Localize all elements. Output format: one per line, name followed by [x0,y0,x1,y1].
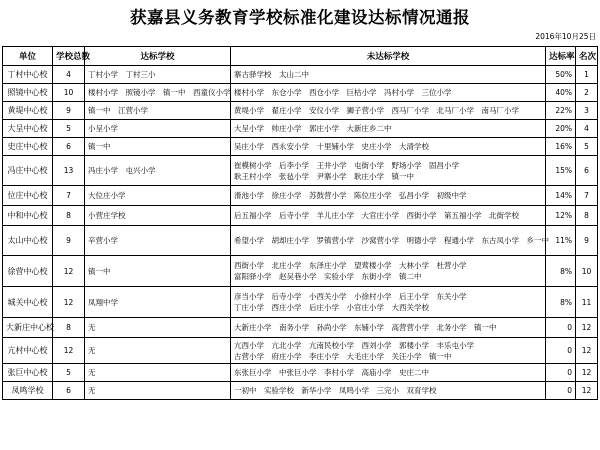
unmet-schools-cell [231,84,546,102]
unmet-schools-line: 彦当小学 后寺小学 小西关小学 小徐村小学 后王小学 东关小学 [234,292,467,301]
unmet-schools-cell [231,287,546,318]
rate-cell: 8% [546,287,576,318]
met-schools-line: 无 [88,368,96,377]
table-row [3,138,598,156]
unmet-schools-line: 丁庄小学 西庄小学 后庄小学 小官庄小学 大西关学校 [234,303,429,312]
unit-cell: 凤鸣学校 [3,382,53,400]
rate-cell: 11% [546,226,576,256]
total-cell: 8 [53,206,85,226]
unmet-schools-cell [231,338,546,364]
unmet-schools-cell [231,364,546,382]
rank-cell: 11 [576,287,598,318]
header-unmet-schools: 未达标学校 [231,47,546,66]
rank-cell: 10 [576,256,598,287]
unmet-schools-cell [231,138,546,156]
unmet-schools-line: 亢西小学 亢北小学 亢南民校小学 西刘小学 郭楼小学 丰乐屯小学 [234,340,474,350]
rate-cell: 14% [546,186,576,206]
met-schools-cell [85,156,231,186]
report-date: 2016年10月25日 [535,32,596,41]
table-row [3,102,598,120]
header-rate: 达标率 [546,47,576,66]
met-schools-cell [85,206,231,226]
table-row [3,156,598,186]
unmet-schools-line: 吴庄小学 西永安小学 十里铺小学 史庄小学 大清学校 [234,142,429,151]
met-schools-cell [85,364,231,382]
table-row [3,338,598,364]
met-schools-line: 镇一中 江营小学 [88,106,148,115]
met-schools-cell [85,138,231,156]
header-unit: 单位 [3,47,53,66]
rate-cell: 8% [546,256,576,287]
unmet-schools-cell [231,256,546,287]
table-row [3,186,598,206]
rank-cell: 7 [576,186,598,206]
table-row [3,364,598,382]
unmet-schools-cell [231,206,546,226]
unmet-schools-cell [231,102,546,120]
met-schools-cell [85,102,231,120]
unmet-schools-line: 东张巨小学 中张巨小学 李村小学 高庙小学 史庄二中 [234,368,429,377]
table-row [3,66,598,84]
rate-cell: 0 [546,382,576,400]
total-cell: 13 [53,156,85,186]
total-cell: 12 [53,338,85,364]
rate-cell: 20% [546,120,576,138]
unit-cell: 冯庄中心校 [3,156,53,186]
unmet-schools-cell [231,120,546,138]
unit-cell: 照镜中心校 [3,84,53,102]
unmet-schools-line: 崔模树小学 后李小学 王井小学 屯街小学 野场小学 固昌小学 [234,160,459,170]
table-header-row [3,47,598,66]
rate-cell: 15% [546,156,576,186]
unmet-schools-cell [231,66,546,84]
header-met-schools: 达标学校 [85,47,231,66]
met-schools-cell [85,338,231,364]
unit-cell: 徐营中心校 [3,256,53,287]
met-schools-cell [85,186,231,206]
header-total: 学校总数 [53,47,85,66]
unmet-schools-line: 一初中 实验学校 新华小学 凤鸣小学 三完小 双育学校 [234,386,437,395]
total-cell: 5 [53,364,85,382]
rank-cell: 2 [576,84,598,102]
unit-cell: 位庄中心校 [3,186,53,206]
rate-cell: 16% [546,138,576,156]
rank-cell: 12 [576,338,598,364]
rate-cell: 12% [546,206,576,226]
table-row [3,226,598,256]
unit-cell: 黄堤中心校 [3,102,53,120]
unit-cell: 亢村中心校 [3,338,53,364]
met-schools-cell [85,287,231,318]
page-title: 获嘉县义务教育学校标准化建设达标情况通报 [130,8,470,27]
unmet-schools-line: 富阳驿小学 赵吴巷小学 实验小学 东街小学 镇二中 [234,272,422,281]
rank-cell: 9 [576,226,598,256]
header-rank: 名次 [576,47,598,66]
unmet-schools-line: 黄堤小学 翟庄小学 安仪小学 狮子营小学 西马厂小学 北马厂小学 南马厂小学 [234,106,519,115]
rate-cell: 0 [546,364,576,382]
total-cell: 12 [53,256,85,287]
met-schools-cell [85,226,231,256]
total-cell: 6 [53,138,85,156]
unmet-schools-line: 大新庄小学 南务小学 孙尚小学 东铺小学 高营营小学 北务小学 镇一中 [234,323,497,332]
report-table [2,46,598,400]
unmet-schools-line: 大呈小学 帅庄小学 郭庄小学 大新庄乡二中 [234,124,392,133]
met-schools-line: 辛营小学 [88,236,118,245]
total-cell: 4 [53,66,85,84]
rank-cell: 12 [576,318,598,338]
table-row [3,256,598,287]
unmet-schools-line: 滑池小学 徐庄小学 苏鼓营小学 陈位庄小学 弘昌小学 初级中学 [234,191,467,200]
unit-cell: 张巨中心校 [3,364,53,382]
unmet-schools-line: 楼村小学 东仓小学 西仓小学 巨枯小学 冯村小学 三位小学 [234,88,452,97]
total-cell: 10 [53,84,85,102]
rank-cell: 5 [576,138,598,156]
met-schools-line: 凤翔中学 [88,297,118,307]
met-schools-line: 丁村小学 丁村三小 [88,70,156,79]
rank-cell: 1 [576,66,598,84]
met-schools-cell [85,84,231,102]
rank-cell: 6 [576,156,598,186]
unmet-schools-line: 耿王村小学 张毡小学 尹寨小学 耿庄小学 镇一中 [234,171,414,181]
unmet-schools-cell [231,186,546,206]
unmet-schools-line: 希望小学 胡却庄小学 罗镇营小学 沙窝营小学 明德小学 程通小学 东古凤小学 乡一中 [234,236,549,245]
rate-cell: 0 [546,318,576,338]
met-schools-line: 楼村小学 照镜小学 镇一中 西童仪小学 [88,88,231,97]
unmet-schools-line: 古营小学 府庄小学 李庄小学 大毛庄小学 关汪小学 镇一中 [234,351,452,361]
met-schools-line: 大位庄小学 [88,191,126,200]
met-schools-line: 无 [88,323,96,332]
unit-cell: 史庄中心校 [3,138,53,156]
total-cell: 12 [53,287,85,318]
rank-cell: 3 [576,102,598,120]
met-schools-cell [85,318,231,338]
rank-cell: 12 [576,382,598,400]
unmet-schools-cell [231,318,546,338]
rate-cell: 40% [546,84,576,102]
rate-cell: 50% [546,66,576,84]
total-cell: 7 [53,186,85,206]
rate-cell: 22% [546,102,576,120]
table-row [3,318,598,338]
unit-cell: 中和中心校 [3,206,53,226]
unmet-schools-cell [231,226,549,256]
met-schools-cell [85,66,231,84]
total-cell: 8 [53,318,85,338]
table-row [3,84,598,102]
met-schools-line: 无 [88,346,96,355]
unmet-schools-line: 西街小学 北庄小学 东泽庄小学 望莺楼小学 大林小学 杜营小学 [234,261,467,270]
table-row [3,287,598,318]
unit-cell: 大新庄中心校 [3,318,53,338]
unit-cell: 大呈中心校 [3,120,53,138]
total-cell: 5 [53,120,85,138]
met-schools-line: 镇一中 [88,266,111,276]
table-row [3,120,598,138]
rate-cell: 0 [546,338,576,364]
met-schools-cell [85,382,231,400]
met-schools-cell [85,256,231,287]
unmet-schools-cell [231,382,546,400]
table-row [3,206,598,226]
unit-cell: 丁村中心校 [3,66,53,84]
rank-cell: 4 [576,120,598,138]
met-schools-line: 镇一中 [88,142,111,151]
total-cell: 9 [53,102,85,120]
met-schools-cell [85,120,231,138]
rank-cell: 12 [576,364,598,382]
met-schools-line: 小营庄学校 [88,211,126,220]
unmet-schools-line: 后五福小学 后寺小学 羊儿庄小学 大官庄小学 西街小学 第五福小学 北街学校 [234,211,519,220]
total-cell: 9 [53,226,85,256]
met-schools-line: 无 [88,386,96,395]
table-row [3,382,598,400]
total-cell: 6 [53,382,85,400]
unmet-schools-cell [231,156,546,186]
rank-cell: 8 [576,206,598,226]
met-schools-line: 冯庄小学 屯兴小学 [88,166,156,175]
unit-cell: 太山中心校 [3,226,53,256]
met-schools-line: 小呈小学 [88,124,118,133]
unmet-schools-line: 寨古驿学校 太山二中 [234,70,309,79]
unit-cell: 城关中心校 [3,287,53,318]
